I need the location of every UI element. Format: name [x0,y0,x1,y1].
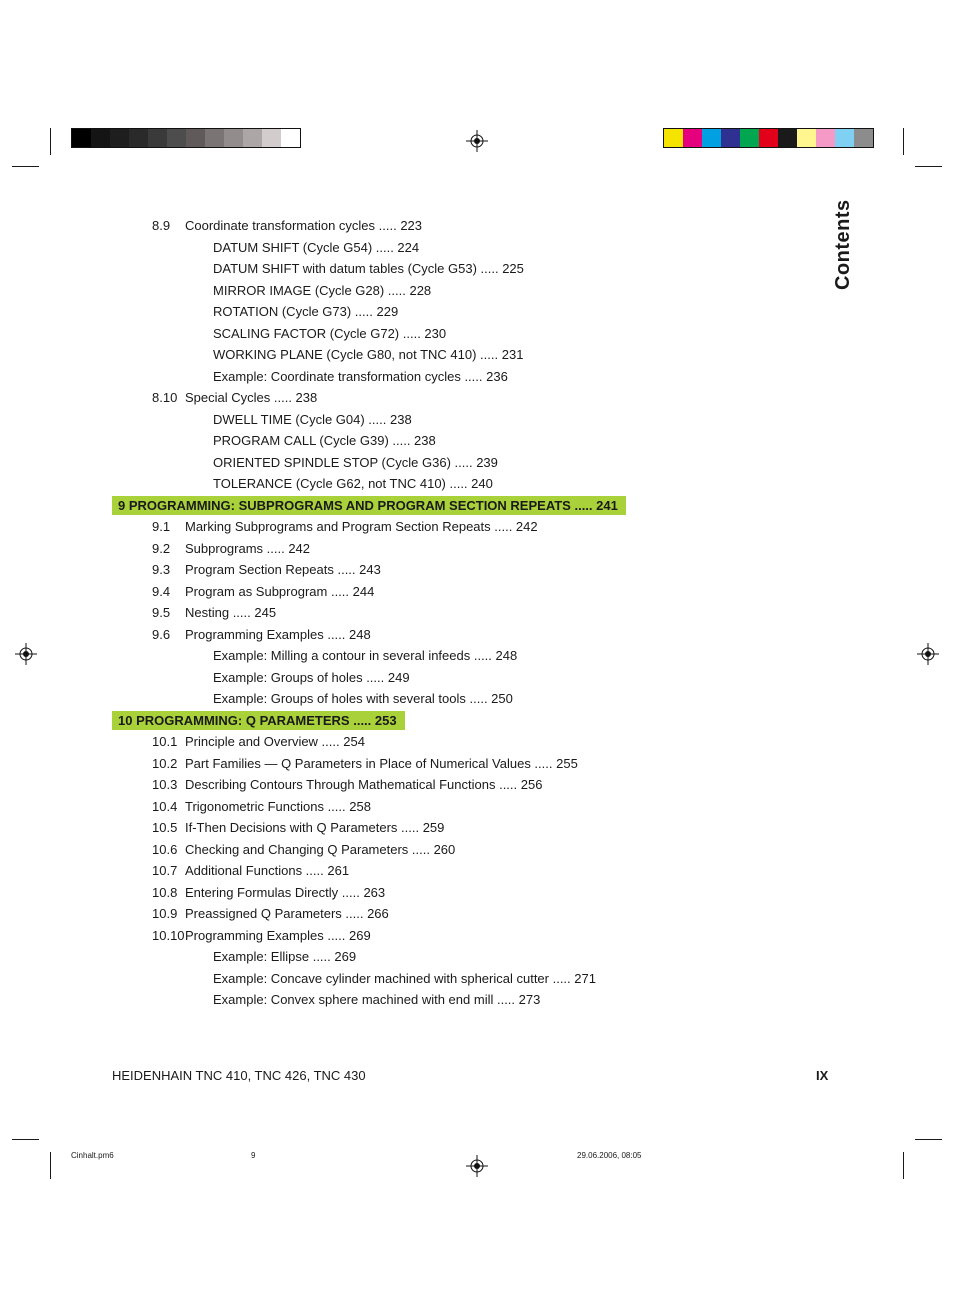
toc-entry-text: WORKING PLANE (Cycle G80, not TNC 410) ..... 231 [213,347,524,362]
toc-entry-text: Additional Functions ..... 261 [185,863,350,878]
toc-entry-text: Entering Formulas Directly ..... 263 [185,884,386,900]
color-swatch [854,128,874,148]
toc-entry-text: Example: Coordinate transformation cycles ..... 236 [213,368,508,384]
color-swatch [816,128,835,148]
toc-entry-text: Example: Groups of holes with several tools ..... 250 [213,691,513,706]
registration-mark-icon [15,643,37,665]
toc-entry-text: Special Cycles ..... 238 [185,390,318,405]
toc-entry-text: DATUM SHIFT (Cycle G54) ..... 224 [213,239,420,255]
toc-entry-text: Programming Examples ..... 269 [185,927,371,943]
toc-entry-text: Nesting ..... 245 [185,605,277,620]
toc-entry-number: 9.1 [152,519,171,534]
toc-entry-text: Preassigned Q Parameters ..... 266 [185,906,389,921]
crop-mark [50,128,51,155]
slug-filename: Cinhalt.pm6 [71,1151,114,1160]
chapter-heading[interactable]: 9 PROGRAMMING: SUBPROGRAMS AND PROGRAM SECTION REPEATS ..... 241 [112,496,626,515]
toc-entry-text: TOLERANCE (Cycle G62, not TNC 410) ..... 240 [213,476,493,491]
toc-entry-text: Part Families — Q Parameters in Place of Numerical Values ..... 255 [185,755,578,771]
toc-entry-text: PROGRAM CALL (Cycle G39) ..... 238 [213,433,436,448]
gray-swatch [262,128,281,148]
color-swatch [683,128,702,148]
toc-entry-text: MIRROR IMAGE (Cycle G28) ..... 228 [213,282,432,298]
toc-entry-text: DWELL TIME (Cycle G04) ..... 238 [213,411,412,427]
toc-entry-number: 8.10 [152,390,178,405]
crop-mark [903,128,904,155]
gray-swatch [186,128,205,148]
toc-entry-text: SCALING FACTOR (Cycle G72) ..... 230 [213,325,447,341]
gray-swatch [224,128,243,148]
toc-entry-text: Programming Examples ..... 248 [185,626,371,642]
color-swatch [740,128,759,148]
toc-entry-number: 9.4 [152,583,171,599]
toc-entry-number: 10.2 [152,755,178,771]
slug-page: 9 [251,1151,256,1160]
side-title: Contents [832,199,854,290]
color-swatch [759,128,778,148]
crop-mark [915,1139,942,1140]
crop-mark [12,1139,39,1140]
color-swatch [778,128,797,148]
gray-swatch [243,128,262,148]
gray-swatch [205,128,224,148]
toc-entry-number: 10.6 [152,841,178,857]
color-calibration-bar [663,128,874,148]
toc-entry-number: 9.2 [152,540,171,556]
toc-entry-number: 10.10 [152,927,185,943]
toc-entry-text: ROTATION (Cycle G73) ..... 229 [213,304,399,319]
registration-mark-icon [917,643,939,665]
toc-entry-text: Principle and Overview ..... 254 [185,734,365,749]
registration-mark-icon [466,1155,488,1177]
toc-entry-text: Example: Milling a contour in several infeeds ..... 248 [213,648,518,663]
crop-mark [50,1152,51,1179]
chapter-heading[interactable]: 10 PROGRAMMING: Q PARAMETERS ..... 253 [112,711,405,730]
toc-entry-text: Example: Convex sphere machined with end mill ..... 273 [213,992,541,1007]
gray-swatch [129,128,148,148]
crop-mark [12,166,39,167]
registration-mark-icon [466,130,488,152]
toc-entry-number: 10.3 [152,777,178,792]
slug-date: 29.06.2006, 08:05 [577,1151,642,1160]
toc-entry-number: 10.4 [152,798,178,814]
toc-entry-text: Coordinate transformation cycles ..... 223 [185,218,423,233]
footer-page-number: IX [816,1068,829,1083]
toc-entry-number: 10.7 [152,863,178,878]
toc-entry-number: 10.1 [152,734,178,749]
color-swatch [663,128,683,148]
gray-swatch [148,128,167,148]
toc-entry-text: Example: Groups of holes ..... 249 [213,669,410,685]
gray-swatch [91,128,110,148]
gray-calibration-bar [71,128,301,148]
footer-product: HEIDENHAIN TNC 410, TNC 426, TNC 430 [112,1068,366,1083]
gray-swatch [110,128,129,148]
toc-entry-text: Trigonometric Functions ..... 258 [185,798,371,814]
toc-entry-text: Subprograms ..... 242 [185,540,311,556]
toc-entry-number: 9.3 [152,562,171,577]
gray-swatch [281,128,301,148]
toc-entry-number: 9.5 [152,605,171,620]
toc-entry-text: Marking Subprograms and Program Section Repeats ..... 242 [185,519,538,534]
toc-entry-text: Program as Subprogram ..... 244 [185,583,375,599]
color-swatch [835,128,854,148]
toc-entry-text: Checking and Changing Q Parameters ..... 260 [185,841,456,857]
color-swatch [721,128,740,148]
toc-entry-number: 9.6 [152,626,171,642]
toc-entry-text: ORIENTED SPINDLE STOP (Cycle G36) ..... 239 [213,454,498,470]
toc-entry-number: 10.5 [152,820,178,835]
toc-entry-number: 10.8 [152,884,178,900]
crop-mark [915,166,942,167]
toc-entry-text: If-Then Decisions with Q Parameters ..... 259 [185,820,445,835]
toc-entry-number: 10.9 [152,906,178,921]
toc-entry-text: Example: Concave cylinder machined with spherical cutter ..... 271 [213,970,596,986]
toc-entry-text: Describing Contours Through Mathematical Functions ..... 256 [185,777,543,792]
toc-entry-text: DATUM SHIFT with datum tables (Cycle G53) ..... 225 [213,261,524,276]
toc-entry-number: 8.9 [152,218,171,233]
gray-swatch [71,128,91,148]
color-swatch [702,128,721,148]
toc-entry-text: Program Section Repeats ..... 243 [185,562,381,577]
crop-mark [903,1152,904,1179]
toc-entry-text: Example: Ellipse ..... 269 [213,949,357,964]
color-swatch [797,128,816,148]
gray-swatch [167,128,186,148]
